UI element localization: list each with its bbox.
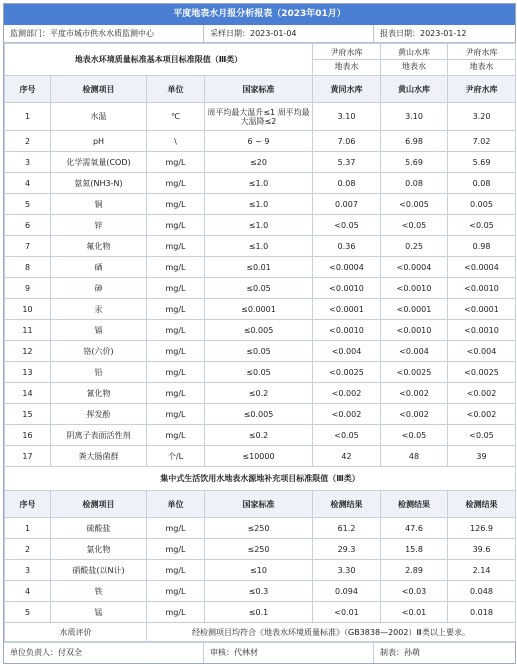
section2-column-headers bbox=[5, 491, 516, 518]
section1-header-row bbox=[5, 44, 516, 76]
cell-result-1: 7.06 bbox=[313, 131, 381, 152]
cell-standard: ≤0.05 bbox=[205, 362, 313, 383]
cell-item: 铬(六价) bbox=[51, 341, 147, 362]
cell-item: 粪大肠菌群 bbox=[51, 446, 147, 467]
cell-result-1: 3.30 bbox=[313, 560, 381, 581]
cell-index: 1 bbox=[5, 103, 51, 131]
table-row bbox=[5, 404, 516, 425]
cell-index: 7 bbox=[5, 236, 51, 257]
cell-result-1: 5.37 bbox=[313, 152, 381, 173]
col-header-item: 检测项目 bbox=[51, 76, 147, 103]
cell-result-3: 39.6 bbox=[448, 539, 516, 560]
water-type: 地表水 bbox=[402, 62, 426, 71]
reviewer-value: 代林材 bbox=[234, 648, 258, 657]
table-row bbox=[5, 446, 516, 467]
cell-result-2: 2.89 bbox=[381, 560, 448, 581]
cell-result-1: <0.01 bbox=[313, 602, 381, 623]
cell-standard: ≤0.2 bbox=[205, 425, 313, 446]
cell-result-2: <0.002 bbox=[381, 383, 448, 404]
cell-result-2: <0.0010 bbox=[381, 278, 448, 299]
cell-unit: mg/L bbox=[147, 236, 205, 257]
reviewer-label: 审核： bbox=[210, 648, 234, 657]
cell-index: 16 bbox=[5, 425, 51, 446]
cell-result-2: 47.6 bbox=[381, 518, 448, 539]
report-meta bbox=[4, 25, 515, 43]
cell-unit: mg/L bbox=[147, 425, 205, 446]
owner-label: 单位负责人： bbox=[10, 648, 58, 657]
water-quality-report bbox=[3, 3, 516, 664]
cell-result-2: 0.25 bbox=[381, 236, 448, 257]
cell-unit: mg/L bbox=[147, 581, 205, 602]
cell-index: 11 bbox=[5, 320, 51, 341]
cell-item: 氯化物 bbox=[51, 539, 147, 560]
cell-unit: mg/L bbox=[147, 257, 205, 278]
cell-index: 6 bbox=[5, 215, 51, 236]
cell-result-1: 42 bbox=[313, 446, 381, 467]
cell-result-3: <0.004 bbox=[448, 341, 516, 362]
cell-unit: mg/L bbox=[147, 173, 205, 194]
cell-result-2: <0.01 bbox=[381, 602, 448, 623]
cell-result-1: <0.0025 bbox=[313, 362, 381, 383]
table-row bbox=[5, 581, 516, 602]
table-row bbox=[5, 341, 516, 362]
cell-index: 13 bbox=[5, 362, 51, 383]
cell-result-3: 0.005 bbox=[448, 194, 516, 215]
cell-result-1: <0.0001 bbox=[313, 299, 381, 320]
water-type: 地表水 bbox=[334, 62, 359, 71]
section1-title: 地表水环境质量标准基本项目标准限值（Ⅲ类） bbox=[5, 44, 313, 76]
cell-result-1: <0.0004 bbox=[313, 257, 381, 278]
cell-result-1: <0.05 bbox=[313, 425, 381, 446]
cell-item: 挥发酚 bbox=[51, 404, 147, 425]
cell-result-3: 2.14 bbox=[448, 560, 516, 581]
cell-result-2: <0.0025 bbox=[381, 362, 448, 383]
cell-item: 硒 bbox=[51, 257, 147, 278]
cell-item: 阴离子表面活性剂 bbox=[51, 425, 147, 446]
cell-item: 锰 bbox=[51, 602, 147, 623]
cell-result-2: <0.005 bbox=[381, 194, 448, 215]
table-row bbox=[5, 320, 516, 341]
col-header-item: 检测项目 bbox=[51, 491, 147, 518]
table-row bbox=[5, 194, 516, 215]
cell-standard: ≤250 bbox=[205, 518, 313, 539]
owner-value: 付双全 bbox=[58, 648, 82, 657]
cell-result-3: 0.048 bbox=[448, 581, 516, 602]
cell-unit: mg/L bbox=[147, 383, 205, 404]
cell-item: 硫酸盐 bbox=[51, 518, 147, 539]
cell-index: 12 bbox=[5, 341, 51, 362]
cell-result-2: <0.002 bbox=[381, 404, 448, 425]
cell-standard: ≤0.0001 bbox=[205, 299, 313, 320]
col-header-result-3: 检测结果 bbox=[448, 491, 516, 518]
cell-result-3: 0.98 bbox=[448, 236, 516, 257]
cell-standard: ≤0.3 bbox=[205, 581, 313, 602]
cell-unit: mg/L bbox=[147, 299, 205, 320]
cell-item: 氰化物 bbox=[51, 383, 147, 404]
report-date bbox=[374, 25, 515, 42]
reservoir-name: 尹府水库 bbox=[448, 46, 515, 60]
cell-item: 铜 bbox=[51, 194, 147, 215]
cell-item: 汞 bbox=[51, 299, 147, 320]
cell-result-2: 3.10 bbox=[381, 103, 448, 131]
col-header-standard: 国家标准 bbox=[205, 76, 313, 103]
col-header-reservoir-3: 尹府水库 bbox=[448, 76, 516, 103]
cell-index: 5 bbox=[5, 602, 51, 623]
col-header-index: 序号 bbox=[5, 76, 51, 103]
cell-index: 3 bbox=[5, 560, 51, 581]
report-title: 平度地表水月报分析报表（2023年01月） bbox=[4, 4, 515, 25]
cell-result-3: <0.0004 bbox=[448, 257, 516, 278]
report-value: 2023-01-12 bbox=[420, 29, 467, 38]
cell-index: 2 bbox=[5, 539, 51, 560]
cell-item: 镉 bbox=[51, 320, 147, 341]
table-row bbox=[5, 425, 516, 446]
cell-result-3: <0.0010 bbox=[448, 320, 516, 341]
cell-unit: mg/L bbox=[147, 602, 205, 623]
sample-value: 2023-01-04 bbox=[250, 29, 297, 38]
cell-item: 水温 bbox=[51, 103, 147, 131]
cell-unit: mg/L bbox=[147, 362, 205, 383]
table-row bbox=[5, 215, 516, 236]
monitoring-dept bbox=[4, 25, 204, 42]
cell-result-1: 0.007 bbox=[313, 194, 381, 215]
cell-result-3: <0.002 bbox=[448, 404, 516, 425]
cell-standard: ≤0.05 bbox=[205, 278, 313, 299]
cell-index: 4 bbox=[5, 581, 51, 602]
cell-index: 9 bbox=[5, 278, 51, 299]
cell-result-2: 48 bbox=[381, 446, 448, 467]
cell-standard: 周平均最大温升≤1 周平均最大温降≤2 bbox=[205, 103, 313, 131]
col-header-unit: 单位 bbox=[147, 491, 205, 518]
cell-result-2: <0.004 bbox=[381, 341, 448, 362]
cell-standard: ≤0.005 bbox=[205, 320, 313, 341]
cell-item: pH bbox=[51, 131, 147, 152]
cell-unit: \ bbox=[147, 131, 205, 152]
reviewer bbox=[204, 643, 374, 663]
cell-index: 17 bbox=[5, 446, 51, 467]
cell-index: 4 bbox=[5, 173, 51, 194]
table-row bbox=[5, 602, 516, 623]
cell-unit: 个/L bbox=[147, 446, 205, 467]
cell-result-3: 0.08 bbox=[448, 173, 516, 194]
sampling-date bbox=[204, 25, 374, 42]
cell-item: 化学需氧量(COD) bbox=[51, 152, 147, 173]
section2-title: 集中式生活饮用水地表水源地补充项目标准限值（Ⅲ类） bbox=[5, 467, 516, 491]
table-row bbox=[5, 236, 516, 257]
dept-value: 平度市城市供水水质监测中心 bbox=[50, 29, 154, 38]
cell-result-2: <0.05 bbox=[381, 425, 448, 446]
dept-label: 监测部门： bbox=[10, 29, 50, 38]
cell-index: 5 bbox=[5, 194, 51, 215]
cell-index: 10 bbox=[5, 299, 51, 320]
cell-result-2: 0.08 bbox=[381, 173, 448, 194]
reservoir-cell-3 bbox=[448, 44, 516, 76]
table-row bbox=[5, 278, 516, 299]
cell-index: 3 bbox=[5, 152, 51, 173]
maker-value: 孙萌 bbox=[404, 648, 420, 657]
table-row bbox=[5, 560, 516, 581]
cell-result-2: 15.8 bbox=[381, 539, 448, 560]
cell-unit: mg/L bbox=[147, 518, 205, 539]
cell-result-1: <0.0010 bbox=[313, 320, 381, 341]
table-row bbox=[5, 131, 516, 152]
cell-standard: ≤0.1 bbox=[205, 602, 313, 623]
cell-result-2: <0.03 bbox=[381, 581, 448, 602]
maker-label: 制表： bbox=[380, 648, 404, 657]
col-header-result-2: 检测结果 bbox=[381, 491, 448, 518]
cell-unit: mg/L bbox=[147, 404, 205, 425]
cell-standard: ≤0.2 bbox=[205, 383, 313, 404]
cell-standard: 6 ~ 9 bbox=[205, 131, 313, 152]
col-header-unit: 单位 bbox=[147, 76, 205, 103]
cell-item: 铅 bbox=[51, 362, 147, 383]
cell-index: 8 bbox=[5, 257, 51, 278]
water-type: 地表水 bbox=[469, 62, 494, 71]
cell-standard: ≤20 bbox=[205, 152, 313, 173]
cell-result-2: 5.69 bbox=[381, 152, 448, 173]
col-header-result-1: 检测结果 bbox=[313, 491, 381, 518]
cell-unit: mg/L bbox=[147, 539, 205, 560]
cell-result-1: 0.08 bbox=[313, 173, 381, 194]
cell-result-3: 39 bbox=[448, 446, 516, 467]
unit-owner bbox=[4, 643, 204, 663]
cell-unit: mg/L bbox=[147, 278, 205, 299]
cell-unit: mg/L bbox=[147, 341, 205, 362]
cell-index: 2 bbox=[5, 131, 51, 152]
cell-result-3: <0.05 bbox=[448, 425, 516, 446]
cell-result-1: 0.36 bbox=[313, 236, 381, 257]
cell-standard: ≤0.01 bbox=[205, 257, 313, 278]
cell-standard: ≤0.05 bbox=[205, 341, 313, 362]
cell-standard: ≤1.0 bbox=[205, 236, 313, 257]
table-maker bbox=[374, 643, 515, 663]
evaluation-text: 经检测项目均符合《地表水环境质量标准》（GB3838—2002）Ⅲ类以上要求。 bbox=[147, 623, 516, 642]
cell-unit: mg/L bbox=[147, 194, 205, 215]
sample-label: 采样日期： bbox=[210, 29, 250, 38]
cell-item: 砷 bbox=[51, 278, 147, 299]
cell-item: 锌 bbox=[51, 215, 147, 236]
cell-result-1: <0.004 bbox=[313, 341, 381, 362]
table-row bbox=[5, 362, 516, 383]
cell-item: 硝酸盐(以N计) bbox=[51, 560, 147, 581]
reservoir-cell-1 bbox=[313, 44, 381, 76]
table-row bbox=[5, 299, 516, 320]
cell-item: 铁 bbox=[51, 581, 147, 602]
cell-result-3: <0.0001 bbox=[448, 299, 516, 320]
cell-unit: mg/L bbox=[147, 152, 205, 173]
cell-index: 14 bbox=[5, 383, 51, 404]
cell-result-3: <0.05 bbox=[448, 215, 516, 236]
cell-result-2: <0.0004 bbox=[381, 257, 448, 278]
cell-result-3: 5.69 bbox=[448, 152, 516, 173]
report-label: 报表日期： bbox=[380, 29, 420, 38]
cell-result-3: <0.0025 bbox=[448, 362, 516, 383]
col-header-standard: 国家标准 bbox=[205, 491, 313, 518]
cell-unit: mg/L bbox=[147, 215, 205, 236]
section2-header-row bbox=[5, 467, 516, 491]
reservoir-cell-2 bbox=[381, 44, 448, 76]
report-footer bbox=[4, 642, 515, 663]
cell-result-1: 3.10 bbox=[313, 103, 381, 131]
cell-result-1: <0.05 bbox=[313, 215, 381, 236]
cell-result-3: <0.0010 bbox=[448, 278, 516, 299]
cell-unit: mg/L bbox=[147, 320, 205, 341]
cell-result-3: 7.02 bbox=[448, 131, 516, 152]
cell-item: 氨氮(NH3-N) bbox=[51, 173, 147, 194]
cell-result-2: <0.0001 bbox=[381, 299, 448, 320]
cell-standard: ≤10 bbox=[205, 560, 313, 581]
section1-column-headers bbox=[5, 76, 516, 103]
table-row bbox=[5, 103, 516, 131]
cell-result-2: <0.0010 bbox=[381, 320, 448, 341]
cell-item: 氟化物 bbox=[51, 236, 147, 257]
table-row bbox=[5, 173, 516, 194]
cell-standard: ≤1.0 bbox=[205, 215, 313, 236]
cell-result-1: 0.094 bbox=[313, 581, 381, 602]
evaluation-row bbox=[5, 623, 516, 642]
cell-index: 1 bbox=[5, 518, 51, 539]
col-header-reservoir-2: 黄山水库 bbox=[381, 76, 448, 103]
cell-standard: ≤250 bbox=[205, 539, 313, 560]
cell-result-3: 3.20 bbox=[448, 103, 516, 131]
table-row bbox=[5, 152, 516, 173]
table-row bbox=[5, 383, 516, 404]
table-row bbox=[5, 539, 516, 560]
cell-index: 15 bbox=[5, 404, 51, 425]
table-row bbox=[5, 518, 516, 539]
cell-result-2: <0.05 bbox=[381, 215, 448, 236]
cell-standard: ≤1.0 bbox=[205, 194, 313, 215]
cell-result-3: 0.018 bbox=[448, 602, 516, 623]
cell-result-1: <0.002 bbox=[313, 383, 381, 404]
cell-result-1: <0.002 bbox=[313, 404, 381, 425]
cell-unit: ℃ bbox=[147, 103, 205, 131]
cell-unit: mg/L bbox=[147, 560, 205, 581]
cell-result-1: 29.3 bbox=[313, 539, 381, 560]
cell-result-1: 61.2 bbox=[313, 518, 381, 539]
cell-result-3: 126.9 bbox=[448, 518, 516, 539]
cell-result-2: 6.98 bbox=[381, 131, 448, 152]
basic-items-table bbox=[4, 43, 516, 642]
col-header-reservoir-1: 黄同水库 bbox=[313, 76, 381, 103]
col-header-index: 序号 bbox=[5, 491, 51, 518]
cell-standard: ≤1.0 bbox=[205, 173, 313, 194]
cell-standard: ≤10000 bbox=[205, 446, 313, 467]
evaluation-label: 水质评价 bbox=[5, 623, 147, 642]
table-row bbox=[5, 257, 516, 278]
reservoir-name: 黄山水库 bbox=[381, 46, 447, 60]
cell-result-3: <0.002 bbox=[448, 383, 516, 404]
cell-result-1: <0.0010 bbox=[313, 278, 381, 299]
cell-standard: ≤0.005 bbox=[205, 404, 313, 425]
reservoir-name: 尹府水库 bbox=[313, 46, 380, 60]
